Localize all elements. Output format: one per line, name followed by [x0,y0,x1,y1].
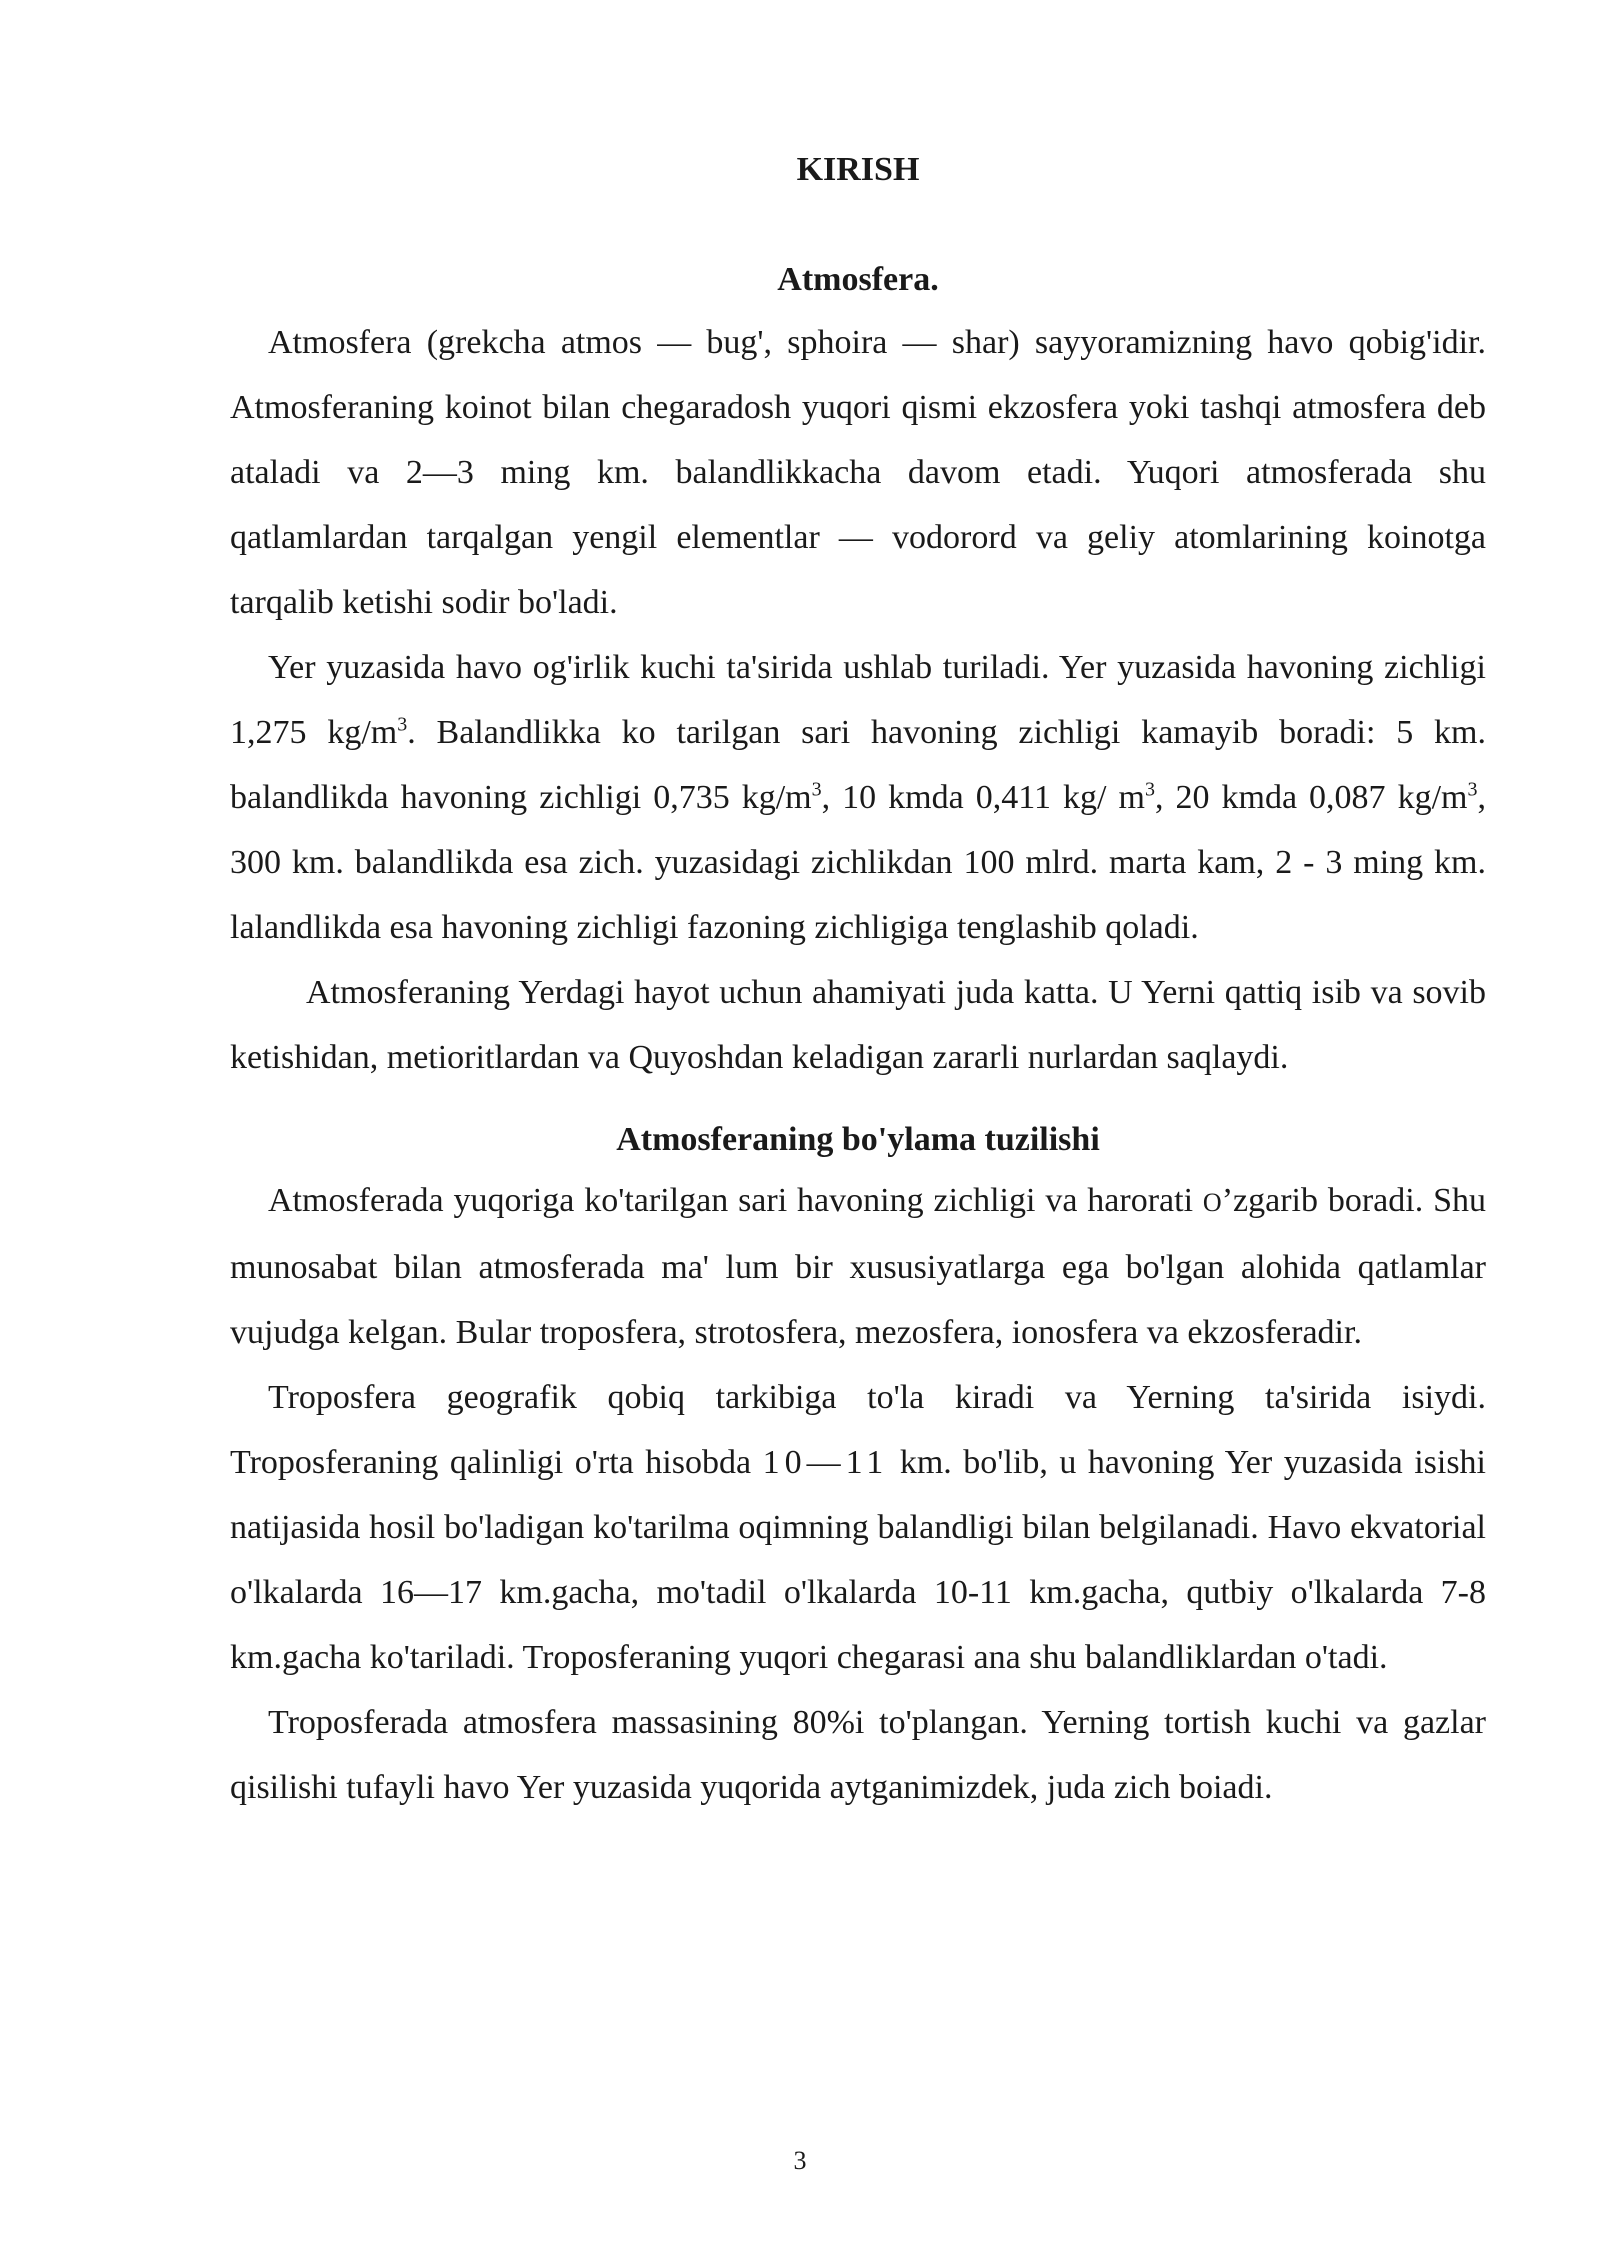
text-fragment: , 300 km. balandlikda esa zich. yuzasidagi zichlikdan 100 mlrd. marta kam, 2 - 3 ming km. lalandlikda esa havoning zichligi fazoning zichligiga tenglashib qoladi. [230,779,1486,946]
text-fragment: Yer yuzasida havo og'irlik kuchi ta'sirida ushlab turiladi. Yer yuzasida havoning zichligi 1,275 kg/m [230,649,1486,751]
section-heading-atmosfera: Atmosfera. [777,261,939,298]
paragraph-troposphere [230,1365,1486,1690]
text-fragment: ’zgarib boradi. Shu munosabat bilan atmosferada ma' lum bir xususiyatlarga ega bo'lgan alohida qatlamlar vujudga kelgan. Bular troposfera, strotosfera, mezosfera, ionosfera va ekzosferadir. [230,1182,1486,1351]
text-fragment: Troposfera geografik qobiq tarkibiga to'la kiradi va Yerning ta'sirida isiydi. Troposferaning qalinligi o'rta hisobda [230,1379,1486,1481]
page-content [230,150,1486,1820]
text-fragment: 10—11 [762,1444,889,1481]
paragraph-air-density [230,635,1486,960]
text-fragment: , 10 kmda 0,411 kg/ m [821,779,1145,816]
page-number: 3 [793,2146,807,2175]
superscript: 3 [811,778,822,801]
text-fragment: . Balandlikka ko tarilgan sari havoning zichligi kamayib boradi: 5 km. balandlikda havoning zichligi 0,735 kg/m [230,714,1486,816]
superscript: 3 [1467,778,1478,801]
superscript: 3 [1144,778,1155,801]
page-title: KIRISH [796,151,920,188]
text-fragment: km. bo'lib, u havoning Yer yuzasida isishi natijasida hosil bo'ladigan ko'tarilma oqimning balandligi bilan belgilanadi. Havo ekvatorial o'lkalarda 16—17 km.gacha, mo'tadil o'lkalarda 10-11 km.gacha, qutbiy o'lkalarda 7-8 km.gacha ko'tariladi. Troposferaning yuqori chegarasi ana shu balandliklardan o'tadi. [230,1444,1486,1676]
text-fragment: O [1202,1188,1222,1217]
paragraph-atmosfera-definition: Atmosfera (grekcha atmos — bug', sphoira — shar) sayyoramizning havo qobig'idir. Atmosferaning koinot bilan chegaradosh yuqori qismi ekzosfera yoki tashqi atmosfera deb ataladi va 2—3 ming km. balandlikkacha davom etadi. Yuqori atmosferada shu qatlamlardan tarqalgan yengil elementlar — vodorord va geliy atomlarining koinotga tarqalib ketishi sodir bo'ladi. [230,324,1486,621]
paragraph-troposphere-mass: Troposferada atmosfera massasining 80%i to'plangan. Yerning tortish kuchi va gazlar qisilishi tufayli havo Yer yuzasida yuqorida aytganimizdek, juda zich boiadi. [230,1704,1486,1806]
superscript: 3 [397,713,408,736]
paragraph-atmosphere-importance: Atmosferaning Yerdagi hayot uchun ahamiyati juda katta. U Yerni qattiq isib va sovib ketishidan, metioritlardan va Quyoshdan keladigan zararli nurlardan saqlaydi. [230,974,1486,1076]
paragraph-layers [230,1168,1486,1365]
text-fragment: Atmosferada yuqoriga ko'tarilgan sari havoning zichligi va harorati [268,1182,1203,1219]
text-fragment: , 20 kmda 0,087 kg/m [1154,779,1468,816]
section-heading-structure: Atmosferaning bo'ylama tuzilishi [616,1121,1100,1158]
